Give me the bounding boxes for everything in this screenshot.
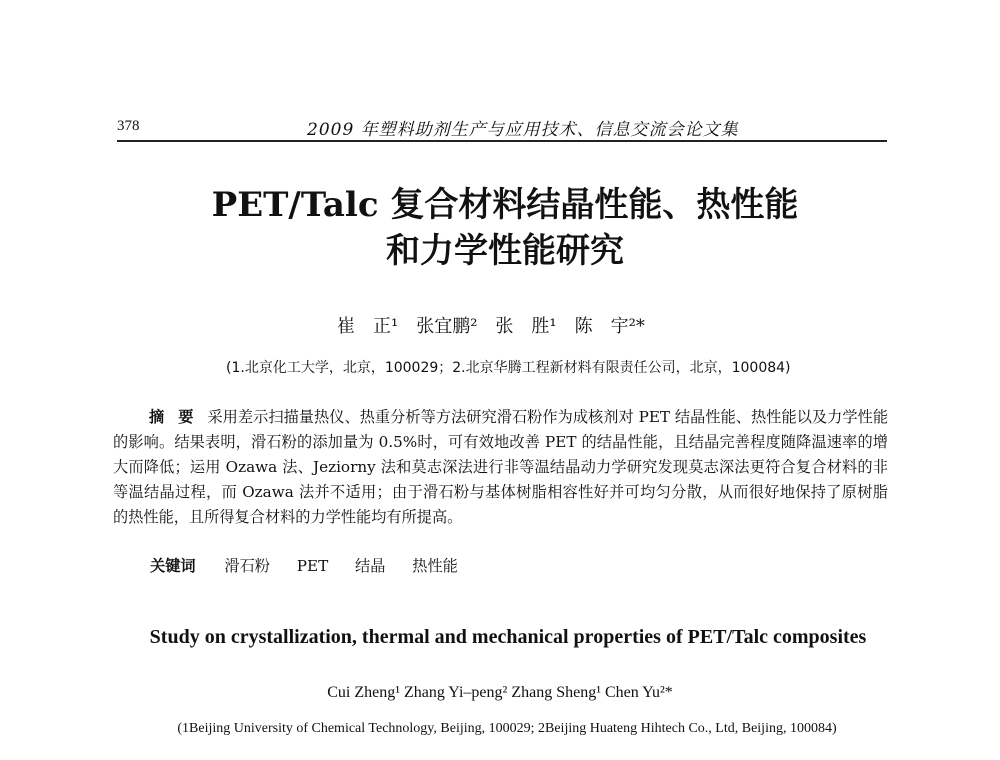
journal-title: 2009 年塑料助剂生产与应用技术、信息交流会论文集	[307, 120, 739, 140]
page-number: 378	[117, 118, 140, 134]
running-header	[117, 114, 887, 142]
keyword-4: 热性能	[412, 557, 458, 575]
paper-title	[120, 182, 890, 274]
english-affiliation: (1Beijing University of Chemical Technology, Beijing, 100029; 2Beijing Huateng Hihtech Co., Ltd, Beijing, 100084)	[177, 721, 837, 736]
keyword-1: 滑石粉	[224, 557, 270, 575]
abstract	[113, 405, 888, 530]
paper-title-line-2: 和力学性能研究	[386, 231, 624, 271]
abstract-text: 采用差示扫描量热仪、热重分析等方法研究滑石粉作为成核剂对 PET 结晶性能、热性能以及力学性能的影响。结果表明，滑石粉的添加量为 0.5%时，可有效地改善 PET 的结晶性能，且结晶完善程度随降温速率的增大而降低；运用 Ozawa 法、Jeziorny 法和莫志深法进行非等温结晶动力学研究发现莫志深法更符合复合材料的非等温结晶过程，而 Ozawa 法并不适用；由于滑石粉与基体树脂相容性好并可均匀分散，从而很好地保持了原树脂的热性能，且所得复合材料的力学性能均有所提高。	[113, 408, 889, 526]
english-author-list: Cui Zheng¹ Zhang Yi–peng² Zhang Sheng¹ Chen Yu²*	[327, 684, 673, 701]
keywords-label: 关键词	[150, 557, 196, 575]
author-list: 崔 正¹ 张宜鹏² 张 胜¹ 陈 宇²*	[337, 316, 645, 337]
abstract-label: 摘要	[149, 408, 208, 426]
keyword-3: 结晶	[355, 557, 386, 575]
paper-title-line-1: PET/Talc 复合材料结晶性能、热性能	[211, 185, 799, 225]
keywords	[150, 555, 480, 576]
english-title: Study on crystallization, thermal and mechanical properties of PET/Talc composites	[149, 626, 867, 648]
author-affiliation: (1.北京化工大学，北京，100029；2.北京华腾工程新材料有限责任公司，北京，100084)	[226, 360, 791, 376]
keyword-2: PET	[296, 557, 329, 575]
